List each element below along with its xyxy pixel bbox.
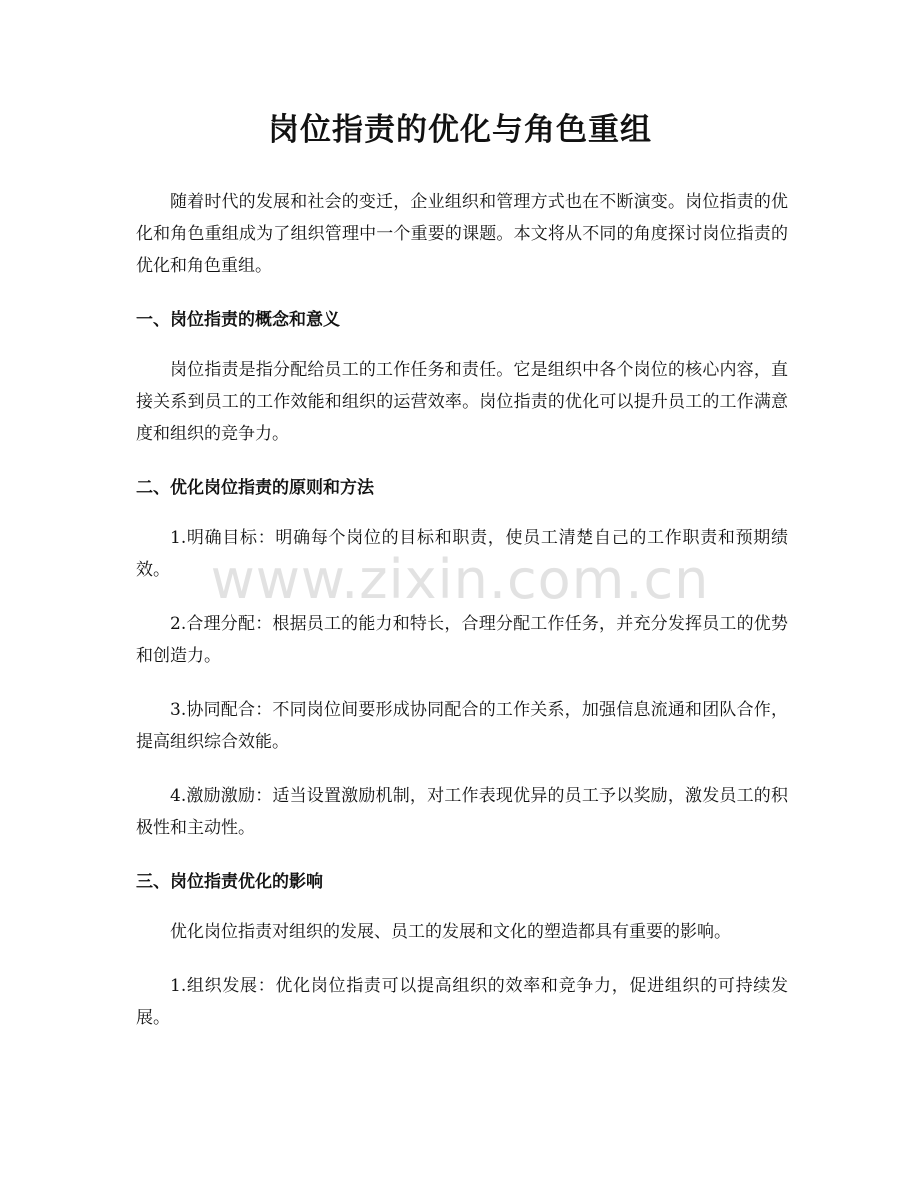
principle-2-paragraph: 2.合理分配：根据员工的能力和特长，合理分配工作任务，并充分发挥员工的优势和创造力。 [136,614,788,666]
principle-4-paragraph: 4.激励激励：适当设置激励机制，对工作表现优异的员工予以奖励，激发员工的积极性和主动性。 [136,786,788,838]
section-heading-1: 一、岗位指责的概念和意义 [136,310,340,330]
section-1-paragraph: 岗位指责是指分配给员工的工作任务和责任。它是组织中各个岗位的核心内容，直接关系到员工的工作效能和组织的运营效率。岗位指责的优化可以提升员工的工作满意度和组织的竞争力。 [136,360,788,444]
principle-3-paragraph: 3.协同配合：不同岗位间要形成协同配合的工作关系，加强信息流通和团队合作，提高组织综合效能。 [136,700,788,752]
impact-1-paragraph: 1.组织发展：优化岗位指责可以提高组织的效率和竞争力，促进组织的可持续发展。 [136,976,788,1028]
intro-paragraph: 随着时代的发展和社会的变迁，企业组织和管理方式也在不断演变。岗位指责的优化和角色重组成为了组织管理中一个重要的课题。本文将从不同的角度探讨岗位指责的优化和角色重组。 [136,192,788,276]
impact-intro-paragraph: 优化岗位指责对组织的发展、员工的发展和文化的塑造都具有重要的影响。 [170,922,731,942]
document-title: 岗位指责的优化与角色重组 [268,112,652,148]
section-heading-2: 二、优化岗位指责的原则和方法 [136,478,374,498]
document-body [136,186,788,1056]
section-heading-3: 三、岗位指责优化的影响 [136,872,323,892]
principle-1-paragraph: 1.明确目标：明确每个岗位的目标和职责，使员工清楚自己的工作职责和预期绩效。 [136,528,788,580]
watermark-text: www.zixin.com.cn [210,548,710,611]
